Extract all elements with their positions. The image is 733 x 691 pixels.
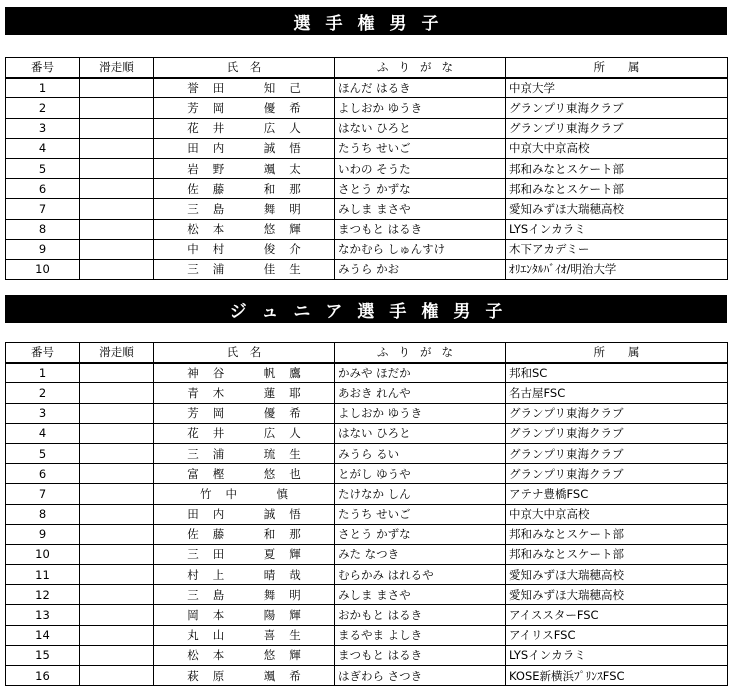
row-affiliation: アテナ豊橋FSC — [506, 484, 728, 504]
table-row — [6, 98, 728, 118]
header-number: 番号 — [6, 343, 80, 363]
row-number: 3 — [6, 403, 80, 423]
row-furigana: はない ひろと — [335, 118, 506, 138]
row-skating-order — [80, 565, 154, 585]
table-row — [6, 138, 728, 158]
row-name — [154, 383, 335, 403]
table-row — [6, 484, 728, 504]
row-name — [154, 158, 335, 178]
row-furigana: さとう かずな — [335, 524, 506, 544]
row-number: 14 — [6, 625, 80, 645]
table-row — [6, 383, 728, 403]
row-skating-order — [80, 78, 154, 98]
table-row — [6, 605, 728, 625]
header-name: 氏 名 — [154, 343, 335, 363]
row-number: 4 — [6, 423, 80, 443]
name-text: 田内 誠悟 — [187, 507, 315, 522]
row-affiliation: グランプリ東海クラブ — [506, 118, 728, 138]
row-name — [154, 199, 335, 219]
header-order: 滑走順 — [80, 58, 154, 78]
name-text: 松本 悠輝 — [187, 648, 315, 663]
header-order: 滑走順 — [80, 343, 154, 363]
table-row — [6, 78, 728, 98]
row-affiliation: 中京大学 — [506, 78, 728, 98]
row-skating-order — [80, 544, 154, 564]
row-skating-order — [80, 403, 154, 423]
row-skating-order — [80, 625, 154, 645]
senior-section — [5, 7, 727, 280]
table-body — [6, 363, 728, 686]
row-furigana: まるやま よしき — [335, 625, 506, 645]
table-header-row — [6, 58, 728, 78]
entry-table — [5, 57, 728, 280]
name-text: 花井 広人 — [187, 426, 315, 441]
row-name — [154, 179, 335, 199]
row-furigana: よしおか ゆうき — [335, 98, 506, 118]
row-skating-order — [80, 585, 154, 605]
row-furigana: いわの そうた — [335, 158, 506, 178]
row-skating-order — [80, 118, 154, 138]
row-name — [154, 524, 335, 544]
table-row — [6, 666, 728, 686]
row-number: 12 — [6, 585, 80, 605]
row-affiliation: アイリスFSC — [506, 625, 728, 645]
name-text: 田内 誠悟 — [187, 141, 315, 156]
table-row — [6, 179, 728, 199]
name-text: 芳岡 優希 — [187, 100, 315, 115]
row-number: 7 — [6, 199, 80, 219]
row-furigana: さとう かずな — [335, 179, 506, 199]
row-name — [154, 484, 335, 504]
row-name — [154, 443, 335, 463]
row-furigana: かみや ほだか — [335, 363, 506, 383]
row-furigana: たうち せいご — [335, 138, 506, 158]
name-text: 富樫 悠也 — [187, 466, 315, 481]
row-affiliation: 邦和みなとスケート部 — [506, 544, 728, 564]
name-text: 三田 夏輝 — [187, 547, 315, 562]
row-name — [154, 464, 335, 484]
row-number: 16 — [6, 666, 80, 686]
row-furigana: たけなか しん — [335, 484, 506, 504]
row-number: 1 — [6, 363, 80, 383]
row-name — [154, 403, 335, 423]
name-text: 佐藤 和那 — [187, 527, 315, 542]
row-furigana: まつもと はるき — [335, 645, 506, 665]
row-affiliation: 邦和みなとスケート部 — [506, 158, 728, 178]
row-number: 1 — [6, 78, 80, 98]
row-affiliation: LYSインカラミ — [506, 219, 728, 239]
row-skating-order — [80, 383, 154, 403]
row-name — [154, 645, 335, 665]
row-skating-order — [80, 423, 154, 443]
row-number: 2 — [6, 98, 80, 118]
row-skating-order — [80, 645, 154, 665]
row-name — [154, 239, 335, 259]
name-text: 芳岡 優希 — [187, 406, 315, 421]
table-row — [6, 423, 728, 443]
table-row — [6, 585, 728, 605]
row-furigana: ほんだ はるき — [335, 78, 506, 98]
row-name — [154, 625, 335, 645]
name-text: 三浦 佳生 — [187, 262, 315, 277]
row-affiliation: 邦和みなとスケート部 — [506, 179, 728, 199]
row-name — [154, 585, 335, 605]
row-affiliation: グランプリ東海クラブ — [506, 98, 728, 118]
name-text: 丸山 喜生 — [187, 628, 315, 643]
name-text: 青木 蓮耶 — [187, 385, 315, 400]
row-number: 15 — [6, 645, 80, 665]
row-affiliation: グランプリ東海クラブ — [506, 403, 728, 423]
row-furigana: はぎわら さつき — [335, 666, 506, 686]
row-name — [154, 363, 335, 383]
table-row — [6, 504, 728, 524]
row-affiliation: 木下アカデミー — [506, 239, 728, 259]
row-affiliation: 邦和みなとスケート部 — [506, 524, 728, 544]
row-number: 3 — [6, 118, 80, 138]
table-row — [6, 219, 728, 239]
name-text: 三浦 琉生 — [187, 446, 315, 461]
row-number: 6 — [6, 464, 80, 484]
row-furigana: あおき れんや — [335, 383, 506, 403]
row-skating-order — [80, 443, 154, 463]
row-furigana: みしま まさや — [335, 585, 506, 605]
row-furigana: よしおか ゆうき — [335, 403, 506, 423]
table-row — [6, 544, 728, 564]
name-text: 岩野 颯太 — [187, 161, 315, 176]
row-number: 10 — [6, 259, 80, 279]
table-row — [6, 158, 728, 178]
header-kana: ふりがな — [335, 343, 506, 363]
row-name — [154, 423, 335, 443]
row-skating-order — [80, 504, 154, 524]
row-affiliation: 愛知みずほ大瑞穂高校 — [506, 585, 728, 605]
table-row — [6, 524, 728, 544]
row-furigana: とがし ゆうや — [335, 464, 506, 484]
row-affiliation: グランプリ東海クラブ — [506, 464, 728, 484]
row-affiliation: 中京大中京高校 — [506, 504, 728, 524]
row-name — [154, 259, 335, 279]
row-furigana: みた なつき — [335, 544, 506, 564]
table-row — [6, 645, 728, 665]
table-row — [6, 443, 728, 463]
row-name — [154, 118, 335, 138]
row-number: 7 — [6, 484, 80, 504]
row-affiliation: 名古屋FSC — [506, 383, 728, 403]
section-title: 選手権男子 — [5, 7, 727, 35]
header-name: 氏 名 — [154, 58, 335, 78]
row-name — [154, 544, 335, 564]
row-skating-order — [80, 219, 154, 239]
junior-section — [5, 295, 727, 686]
row-number: 5 — [6, 158, 80, 178]
row-affiliation: ｵﾘｴﾝﾀﾙﾊﾞｲｵ/明治大学 — [506, 259, 728, 279]
row-skating-order — [80, 138, 154, 158]
row-furigana: みうら るい — [335, 443, 506, 463]
row-number: 8 — [6, 219, 80, 239]
row-name — [154, 138, 335, 158]
row-skating-order — [80, 605, 154, 625]
row-number: 10 — [6, 544, 80, 564]
row-number: 11 — [6, 565, 80, 585]
row-affiliation: LYSインカラミ — [506, 645, 728, 665]
table-row — [6, 565, 728, 585]
table-row — [6, 464, 728, 484]
row-name — [154, 78, 335, 98]
row-skating-order — [80, 363, 154, 383]
name-text: 中村 俊介 — [187, 242, 315, 257]
row-skating-order — [80, 524, 154, 544]
table-header-row — [6, 343, 728, 363]
row-number: 9 — [6, 524, 80, 544]
entry-table — [5, 342, 728, 686]
table-row — [6, 239, 728, 259]
row-furigana: みしま まさや — [335, 199, 506, 219]
name-text: 竹中 慎 — [200, 486, 302, 501]
name-text: 村上 晴哉 — [187, 567, 315, 582]
row-affiliation: KOSE新横浜ﾌﾟﾘﾝｽFSC — [506, 666, 728, 686]
row-affiliation: 中京大中京高校 — [506, 138, 728, 158]
name-text: 松本 悠輝 — [187, 222, 315, 237]
row-furigana: まつもと はるき — [335, 219, 506, 239]
table-body — [6, 78, 728, 280]
row-furigana: たうち せいご — [335, 504, 506, 524]
row-affiliation: 愛知みずほ大瑞穂高校 — [506, 565, 728, 585]
row-number: 8 — [6, 504, 80, 524]
row-affiliation: グランプリ東海クラブ — [506, 443, 728, 463]
header-number: 番号 — [6, 58, 80, 78]
name-text: 三島 舞明 — [187, 201, 315, 216]
table-row — [6, 363, 728, 383]
row-number: 6 — [6, 179, 80, 199]
row-furigana: みうら かお — [335, 259, 506, 279]
row-skating-order — [80, 464, 154, 484]
row-affiliation: グランプリ東海クラブ — [506, 423, 728, 443]
row-skating-order — [80, 666, 154, 686]
header-kana: ふりがな — [335, 58, 506, 78]
row-name — [154, 565, 335, 585]
row-skating-order — [80, 484, 154, 504]
row-furigana: むらかみ はれるや — [335, 565, 506, 585]
row-number: 4 — [6, 138, 80, 158]
table-row — [6, 403, 728, 423]
row-name — [154, 605, 335, 625]
name-text: 花井 広人 — [187, 121, 315, 136]
row-name — [154, 504, 335, 524]
row-affiliation: アイススターFSC — [506, 605, 728, 625]
row-number: 2 — [6, 383, 80, 403]
table-row — [6, 625, 728, 645]
row-name — [154, 219, 335, 239]
row-skating-order — [80, 259, 154, 279]
table-row — [6, 259, 728, 279]
name-text: 岡本 陽輝 — [187, 608, 315, 623]
row-number: 13 — [6, 605, 80, 625]
name-text: 神谷 帆鷹 — [187, 366, 315, 381]
name-text: 誉田 知己 — [187, 81, 315, 96]
name-text: 三島 舞明 — [187, 587, 315, 602]
row-skating-order — [80, 239, 154, 259]
row-name — [154, 98, 335, 118]
header-affiliation: 所 属 — [506, 58, 728, 78]
row-affiliation: 邦和SC — [506, 363, 728, 383]
section-title: ジュニア選手権男子 — [5, 295, 727, 323]
name-text: 佐藤 和那 — [187, 181, 315, 196]
name-text: 萩原 颯希 — [187, 668, 315, 683]
row-affiliation: 愛知みずほ大瑞穂高校 — [506, 199, 728, 219]
row-number: 5 — [6, 443, 80, 463]
row-skating-order — [80, 199, 154, 219]
row-skating-order — [80, 179, 154, 199]
row-number: 9 — [6, 239, 80, 259]
row-furigana: なかむら しゅんすけ — [335, 239, 506, 259]
table-row — [6, 199, 728, 219]
table-row — [6, 118, 728, 138]
row-skating-order — [80, 158, 154, 178]
row-skating-order — [80, 98, 154, 118]
row-furigana: おかもと はるき — [335, 605, 506, 625]
row-furigana: はない ひろと — [335, 423, 506, 443]
row-name — [154, 666, 335, 686]
header-affiliation: 所 属 — [506, 343, 728, 363]
